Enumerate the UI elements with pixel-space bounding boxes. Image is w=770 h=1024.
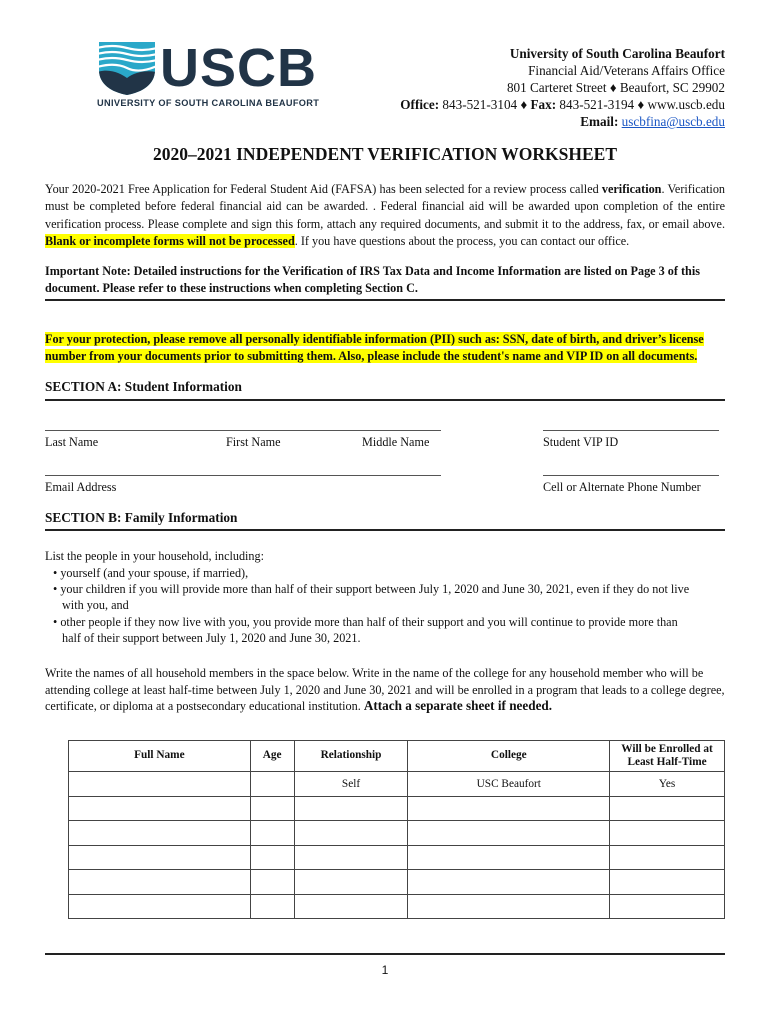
contact-block <box>400 45 725 130</box>
vip-id-label: Student VIP ID <box>543 435 619 449</box>
cell-college[interactable] <box>408 796 610 821</box>
cell-full-name[interactable] <box>69 796 251 821</box>
cell-college[interactable] <box>408 845 610 870</box>
cell-enrolled[interactable] <box>610 821 725 846</box>
logo-wordmark: USCB <box>160 38 318 98</box>
col-age: Age <box>250 741 294 772</box>
household-table <box>68 740 725 919</box>
cell-full-name[interactable] <box>69 894 251 919</box>
vip-id-field[interactable] <box>543 430 719 431</box>
cell-enrolled[interactable] <box>610 894 725 919</box>
mailing-address: 801 Carteret Street ♦ Beaufort, SC 29902 <box>506 80 725 95</box>
email-label: Email Address <box>45 480 117 494</box>
phone-field[interactable] <box>543 475 719 476</box>
first-name-label: First Name <box>226 435 281 449</box>
household-instructions: Write the names of all household members in the space below. Write in the name of the college for any household member who will be attending college at least half-time between July 1, 2020 and June 30, 2021 and will be enrolled in a program that leads to a college degree, certificate, or diploma at a postsecondary educational institution. Attach a separate sheet if needed. <box>45 666 725 713</box>
footer-rule <box>45 953 725 955</box>
phone-line: Office: 843-521-3104 ♦ Fax: 843-521-3194 ♦ www.uscb.edu <box>400 97 725 112</box>
worksheet-title: 2020–2021 INDEPENDENT VERIFICATION WORKSHEET <box>153 144 617 164</box>
important-note: Important Note: Detailed instructions for the Verification of IRS Tax Data and Income Information are listed on Page 3 of this document. Please refer to these instructions when completing Section C. <box>45 264 700 296</box>
household-list-intro: List the people in your household, including: <box>45 549 265 563</box>
cell-age[interactable] <box>250 845 294 870</box>
email-line: Email: uscbfina@uscb.edu <box>580 114 725 129</box>
cell-age[interactable] <box>250 870 294 895</box>
pii-warning: For your protection, please remove all personally identifiable information (PII) such as: SSN, date of birth, and driver’s license number from your documents prior to submitting them. Also, please include the student's name and VIP ID on all documents. <box>45 332 704 364</box>
cell-age[interactable] <box>250 796 294 821</box>
table-row <box>69 772 725 797</box>
website-link[interactable]: www.uscb.edu <box>647 97 725 112</box>
email-field[interactable] <box>45 475 441 476</box>
name-field[interactable] <box>45 430 441 431</box>
cell-relationship[interactable] <box>294 796 408 821</box>
cell-age[interactable] <box>250 821 294 846</box>
table-row <box>69 870 725 895</box>
middle-name-label: Middle Name <box>362 435 430 449</box>
cell-college[interactable]: USC Beaufort <box>408 772 610 797</box>
table-row <box>69 894 725 919</box>
cell-enrolled[interactable] <box>610 796 725 821</box>
institution-name: University of South Carolina Beaufort <box>509 46 725 61</box>
cell-enrolled[interactable] <box>610 845 725 870</box>
cell-relationship[interactable]: Self <box>294 772 408 797</box>
household-bullet-children: • your children if you will provide more than half of their support between July 1, 2020 and June 30, 2021, even if they do not live <box>53 582 690 596</box>
col-full-name: Full Name <box>69 741 251 772</box>
cell-relationship[interactable] <box>294 894 408 919</box>
household-bullet-children-cont: with you, and <box>62 598 129 612</box>
cell-relationship[interactable] <box>294 845 408 870</box>
household-bullet-others-cont: half of their support between July 1, 2020 and June 30, 2021. <box>62 631 361 645</box>
cell-enrolled[interactable] <box>610 870 725 895</box>
page-number: 1 <box>381 963 389 977</box>
household-bullet-others: • other people if they now live with you, you provide more than half of their support and you will continue to provide more than <box>53 615 678 629</box>
logo-subtitle: UNIVERSITY OF SOUTH CAROLINA BEAUFORT <box>97 98 320 108</box>
divider <box>45 299 725 301</box>
cell-full-name[interactable] <box>69 821 251 846</box>
household-bullet-self: • yourself (and your spouse, if married), <box>53 566 249 580</box>
table-row <box>69 796 725 821</box>
section-a-rule <box>45 399 725 401</box>
table-row <box>69 845 725 870</box>
col-relationship: Relationship <box>294 741 408 772</box>
cell-full-name[interactable] <box>69 845 251 870</box>
col-college: College <box>408 741 610 772</box>
cell-relationship[interactable] <box>294 870 408 895</box>
cell-enrolled[interactable]: Yes <box>610 772 725 797</box>
cell-college[interactable] <box>408 870 610 895</box>
cell-full-name[interactable] <box>69 772 251 797</box>
section-b-rule <box>45 529 725 531</box>
cell-college[interactable] <box>408 821 610 846</box>
incomplete-forms-warning: Blank or incomplete forms will not be processed <box>45 233 295 248</box>
section-a-heading: SECTION A: Student Information <box>45 379 242 394</box>
section-b-heading: SECTION B: Family Information <box>45 510 238 525</box>
cell-age[interactable] <box>250 772 294 797</box>
last-name-label: Last Name <box>45 435 99 449</box>
col-enrolled-half-time: Will be Enrolled at Least Half-Time <box>610 741 725 772</box>
table-header-row <box>69 741 725 772</box>
table-row <box>69 821 725 846</box>
uscb-logo-mark <box>97 40 157 96</box>
email-link[interactable]: uscbfina@uscb.edu <box>621 114 725 129</box>
phone-label: Cell or Alternate Phone Number <box>543 480 701 494</box>
cell-full-name[interactable] <box>69 870 251 895</box>
cell-relationship[interactable] <box>294 821 408 846</box>
intro-paragraph: Your 2020-2021 Free Application for Federal Student Aid (FAFSA) has been selected for a review process called verification. Verification must be completed before federal financial aid can be awarded. . Federal financial aid will be awarded upon completion of the entire verification process. Please complete and sign this form, attach any required documents, and submit it to the address, fax, or email above. Blank or incomplete forms will not be processed. If you have questions about the process, you can contact our office. <box>45 182 726 248</box>
attach-sheet-note: Attach a separate sheet if needed. <box>363 698 553 713</box>
cell-college[interactable] <box>408 894 610 919</box>
office-name: Financial Aid/Veterans Affairs Office <box>528 63 725 78</box>
cell-age[interactable] <box>250 894 294 919</box>
